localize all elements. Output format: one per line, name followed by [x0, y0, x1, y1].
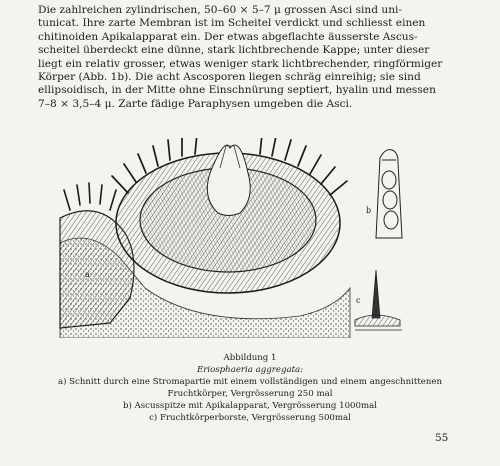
caption-line: Fruchtkörper, Vergrösserung 250 mal — [167, 389, 333, 399]
body-line: scheitel überdeckt eine dünne, stark lichtbrechende Kappe; unter dieser — [38, 44, 430, 57]
caption-species: Eriosphaeria aggregata: — [196, 365, 304, 375]
caption-line: b) Ascusspitze mit Apikalapparat, Vergrösserung 1000mal — [122, 401, 378, 411]
body-line: tunicat. Ihre zarte Membran ist im Scheitel verdickt und schliesst einen — [38, 17, 426, 30]
caption-title: Abbildung 1 — [223, 353, 277, 363]
bristle-drawing — [355, 270, 402, 330]
body-line: Die zahlreichen zylindrischen, 50–60 × 5–7 μ grossen Asci sind uni- — [38, 4, 402, 16]
body-line: 7–8 × 3,5–4 μ. Zarte fädige Paraphysen umgeben die Asci. — [38, 97, 353, 110]
page-number: 55 — [435, 432, 449, 444]
figure-caption — [20, 352, 480, 424]
fruiting-body-drawing — [50, 138, 460, 338]
label-b: b — [366, 206, 372, 215]
body-line: ellipsoidisch, in der Mitte ohne Einschnürung septiert, hyalin und messen — [38, 84, 436, 97]
label-a: a — [85, 270, 90, 279]
ascus-tip-drawing — [376, 150, 402, 238]
caption-line: c) Fruchtkörperborste, Vergrösserung 500mal — [149, 413, 351, 423]
body-line: chitinoiden Apikalapparat ein. Der etwas abgeflachte äusserste Ascus- — [38, 30, 418, 43]
body-paragraph — [38, 4, 452, 111]
label-c: c — [356, 296, 361, 305]
body-line: liegt ein relativ grosser, etwas weniger stark lichtbrechender, ringförmiger — [38, 57, 443, 70]
figure-illustration — [50, 138, 460, 338]
left-bristles — [64, 183, 116, 210]
caption-line: a) Schnitt durch eine Stromapartie mit einem vollständigen und einem angeschnittenen — [57, 377, 443, 387]
body-line: Körper (Abb. 1b). Die acht Ascosporen liegen schräg einreihig; sie sind — [38, 71, 421, 84]
